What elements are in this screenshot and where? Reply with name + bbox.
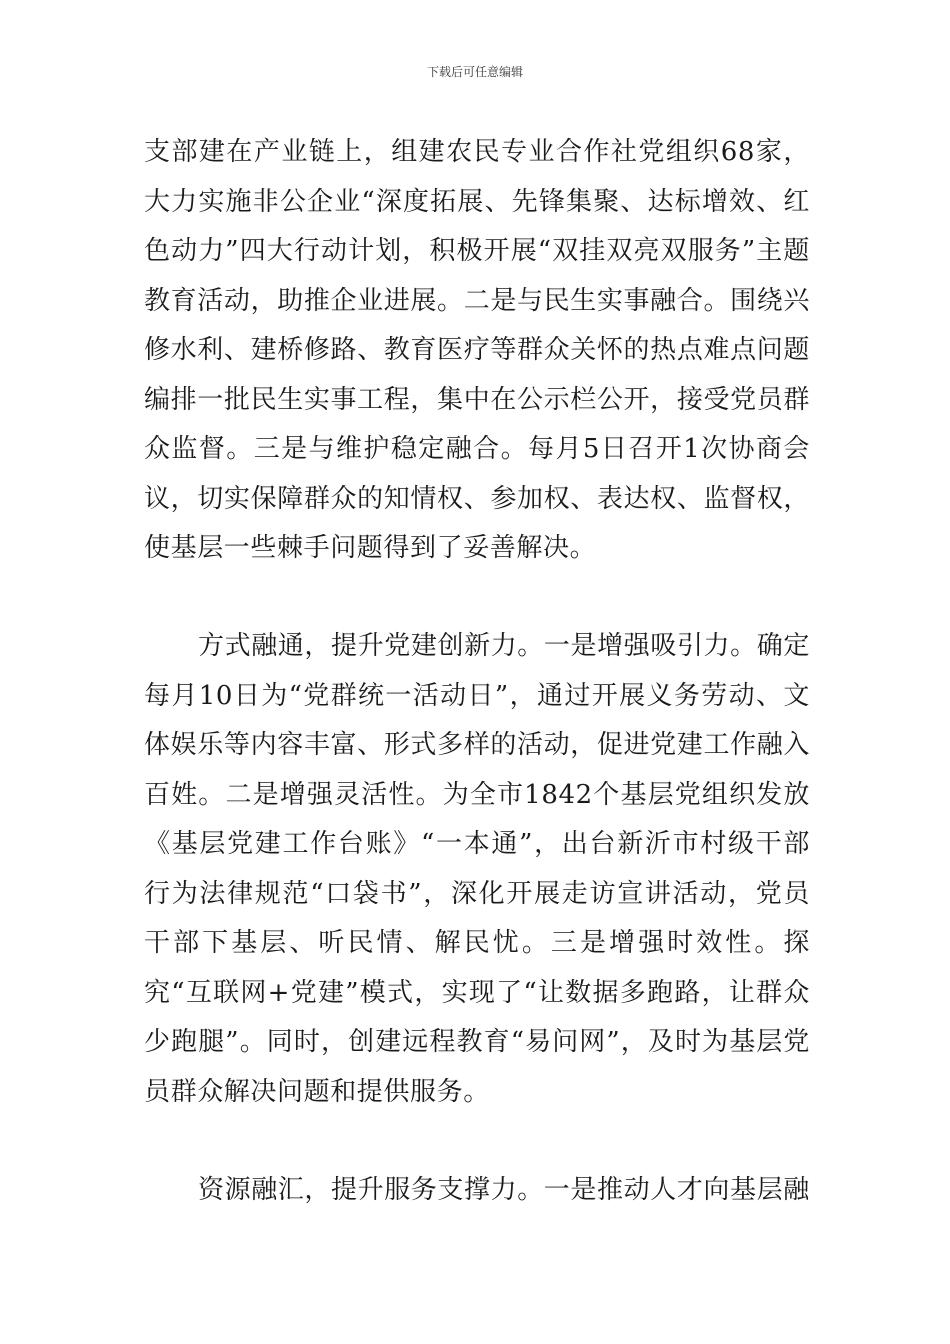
paragraph-resource-integration: 资源融汇，提升服务支撑力。一是推动人才向基层融: [198, 1175, 810, 1205]
page-header-caption: 下载后可任意编辑: [426, 65, 523, 79]
paragraph-continuation: 支部建在产业链上，组建农民专业合作社党组织68家，大力实施非公企业“深度拓展、先锋集聚、达标增效、红色动力”四大行动计划，积极开展“双挂双亮双服务”主题教育活动，助推企业进展。二是与民生实事融合。围绕兴修水利、建桥修路、教育医疗等群众关怀的热点难点问题编排一批民生实事工程，集中在公示栏公开，接受党员群众监督。三是与维护稳定融合。每月5日召开1次协商会议，切实保障群众的知情权、参加权、表达权、监督权，使基层一些棘手问题得到了妥善解决。: [144, 137, 810, 563]
paragraph-method-integration: 方式融通，提升党建创新力。一是增强吸引力。确定每月10日为“党群统一活动日”，通过开展义务劳动、文体娱乐等内容丰富、形式多样的活动，促进党建工作融入百姓。二是增强灵活性。为全市1842个基层党组织发放《基层党建工作台账》“一本通”，出台新沂市村级干部行为法律规范“口袋书”，深化开展走访宣讲活动，党员干部下基层、听民情、解民忧。三是增强时效性。探究“互联网+党建”模式，实现了“让数据多跑路，让群众少跑腿”。同时，创建远程教育“易问网”，及时为基层党员群众解决问题和提供服务。: [144, 631, 810, 1107]
